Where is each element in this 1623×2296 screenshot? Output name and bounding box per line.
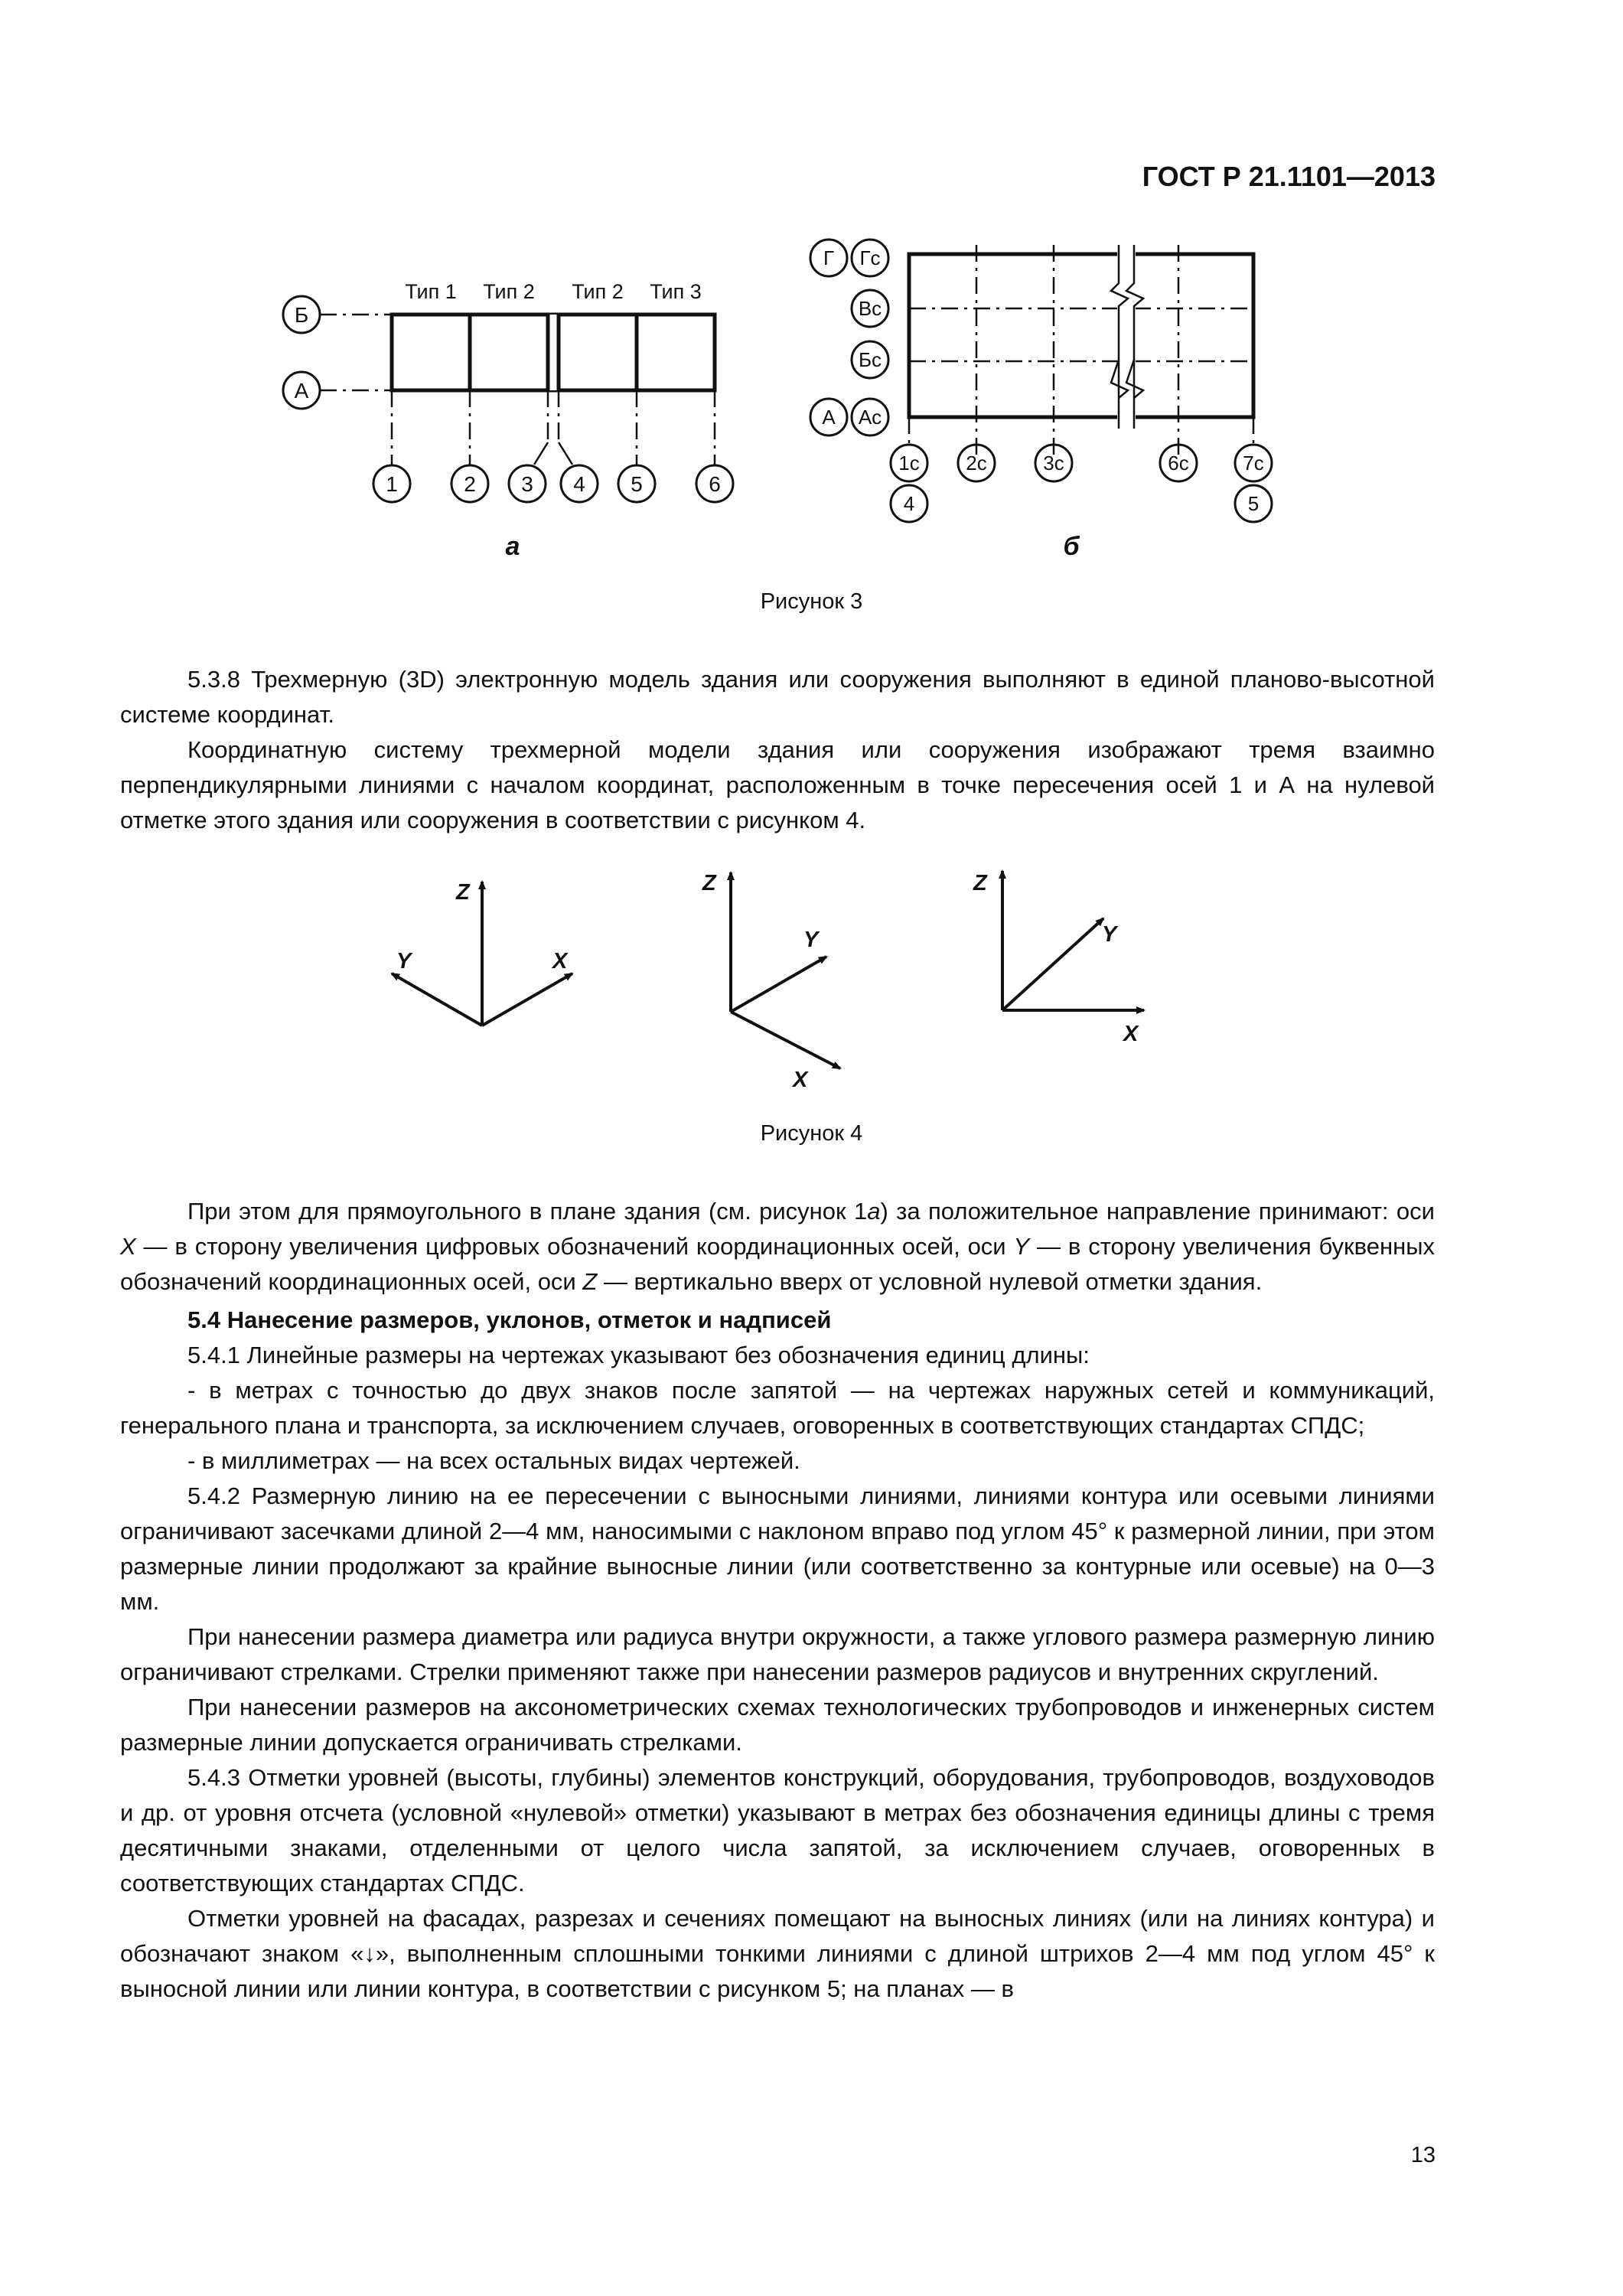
fig3b-row-label: Ас [858,406,882,429]
fig4-axis-y [1002,918,1103,1010]
document-header: ГОСТ Р 21.1101—2013 [1142,161,1436,192]
paragraph: При этом для прямоугольного в плане здания (см. рисунок 1а) за положительное направление принимают: оси X — в сторону увеличения цифровых обозначений координационных осей, оси Y — в сторону увеличения буквенных обозначений координационных осей, оси Z — вертикально вверх от условной нулевой отметки здания. [120,1198,1435,1295]
fig3b-row-label: Г [823,246,835,269]
paragraph: - в миллиметрах — на всех остальных видах чертежей. [187,1447,800,1474]
fig3b-col-label: 6с [1168,452,1189,475]
page-number: 13 [1410,2143,1436,2167]
fig3a-col-label: 5 [631,472,643,496]
figure-3-caption: Рисунок 3 [760,589,863,614]
fig4-axis-label: X [552,949,568,974]
fig3a-col-label: 4 [573,472,585,496]
fig4-axis-y [392,974,482,1026]
fig4-axis-y [731,957,826,1012]
paragraph: 5.3.8 Трехмерную (3D) электронную модель здания или сооружения выполняют в единой планово-высотной системе координат. [120,666,1435,728]
fig4-axis-label: Z [702,871,716,895]
fig4-axis-label: X [793,1068,808,1092]
paragraph: Отметки уровней на фасадах, разрезах и сечениях помещают на выносных линиях (или на линиях контура) и обозначают знаком «↓», выполненным сплошными тонкими линиями с длиной штрихов 2—4 мм под углом 45° к выносной линии или линии контура, в соответствии с рисунком 5; на планах — в [120,1905,1435,2002]
fig3b-col-label: 5 [1247,492,1260,515]
fig3a-col-label: 6 [709,472,721,496]
section-title: 5.4 Нанесение размеров, уклонов, отметок и надписей [187,1306,832,1333]
paragraph: 5.4.2 Размерную линию на ее пересечении с выносными линиями, линиями контура или осевыми линиями ограничивают засечками длиной 2—4 мм, наносимыми с наклоном вправо под углом 45° к размерной линии, при этом размерные линии продолжают за крайние выносные линии (или соответственно за контурные или осевые) на 0—3 мм. [120,1482,1435,1615]
fig3b-col-label: 2с [966,452,987,475]
fig3b-row-label: Гс [859,246,881,269]
paragraph: - в метрах с точностью до двух знаков после запятой — на чертежах наружных сетей и коммуникаций, генерального плана и транспорта, за исключением случаев, оговоренных в соответствующих стандартах СПДС; [120,1377,1435,1439]
paragraph: 5.4.3 Отметки уровней (высоты, глубины) элементов конструкций, оборудования, трубопроводов, воздуховодов и др. от уровня отсчета (условной «нулевой» отметки) указывают в метрах без обозначения единицы длины с тремя десятичными знаками, отделенными от целого числа запятой, за исключением случаев, оговоренных в соответствующих стандартах СПДС. [120,1764,1435,1896]
fig3b-row-label: А [822,406,836,429]
fig4-axis-x [482,974,572,1026]
fig3a-col-label: 2 [464,472,476,496]
fig3a-col-label: 1 [386,472,398,496]
fig3b-row-label: Вс [858,297,882,320]
fig3a-type-label: Тип 3 [650,280,702,303]
fig3a-row-label: Б [294,303,309,327]
fig4-axis-label: Y [396,949,412,974]
fig3a-row-label: А [294,379,309,403]
fig3a-type-label: Тип 2 [483,280,535,303]
paragraph: При нанесении размера диаметра или радиуса внутри окружности, а также углового размера размерную линию ограничивают стрелками. Стрелки применяют также при нанесении размеров радиусов и внутренних скруглений. [120,1623,1435,1685]
fig3b-sublabel: б [1063,532,1080,561]
paragraph: При нанесении размеров на аксонометрических схемах технологических трубопроводов и инженерных систем размерные линии допускается ограничивать стрелками. [120,1694,1435,1756]
body-text-bottom [120,1194,1435,2007]
fig3b-col-label: 3с [1043,452,1064,475]
fig4-axis-label: Z [973,871,987,895]
fig3b-col-label: 4 [903,492,915,515]
fig4-axis-label: Y [1102,922,1117,947]
fig3b-col-label: 1с [898,452,920,475]
fig3b-col-label: 7с [1243,452,1264,475]
fig4-axis-label: Z [456,880,470,905]
fig4-axis-label: X [1123,1022,1139,1046]
fig3a-sublabel: а [505,532,520,561]
figure-4 [0,0,1623,1117]
figure-4-caption: Рисунок 4 [760,1121,863,1146]
fig4-axis-x [731,1012,840,1068]
fig3a-type-label: Тип 1 [405,280,457,303]
fig3a-col-label: 3 [521,472,533,496]
fig3a-type-label: Тип 2 [572,280,624,303]
paragraph: Координатную систему трехмерной модели здания или сооружения изображают тремя взаимно перпендикулярными линиями с началом координат, расположенным в точке пересечения осей 1 и А на нулевой отметке этого здания или сооружения в соответствии с рисунком 4. [120,736,1435,833]
fig4-axis-label: Y [803,928,819,952]
paragraph: 5.4.1 Линейные размеры на чертежах указывают без обозначения единиц длины: [187,1342,1090,1368]
fig3b-row-label: Бс [858,348,882,371]
